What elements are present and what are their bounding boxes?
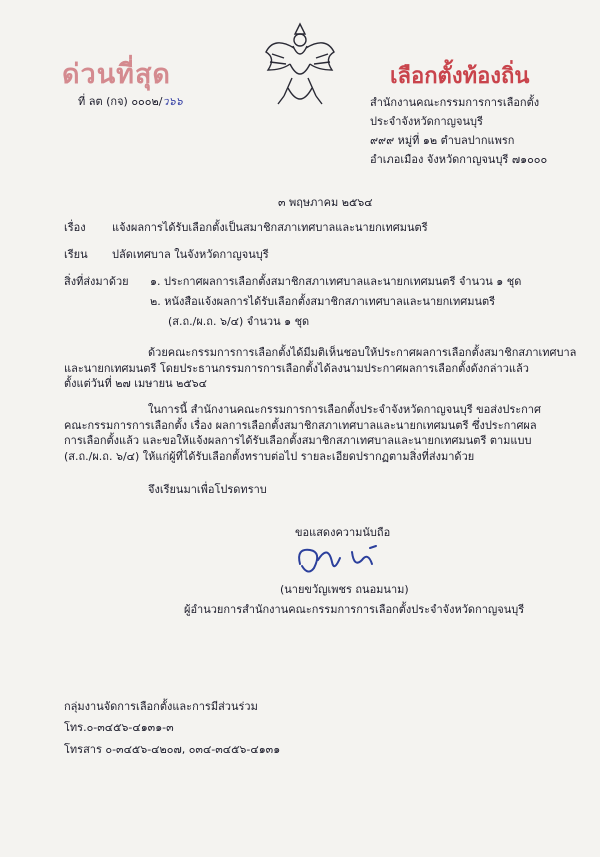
enclosure-item: ๒. หนังสือแจ้งผลการได้รับเลือกตั้งสมาชิกสภาเทศบาลและนายกเทศมนตรี (150, 295, 496, 308)
urgent-stamp: ด่วนที่สุด (62, 59, 171, 90)
contact-phone: โทร.๐-๓๔๕๖-๔๑๓๑-๓ (64, 721, 174, 734)
closing-request: จึงเรียนมาเพื่อโปรดทราบ (148, 483, 267, 496)
paragraph-line: (ส.ถ./ผ.ถ. ๖/๔) ให้แก่ผู้ที่ได้รับเลือกตั้งทราบต่อไป รายละเอียดปรากฏตามสิ่งที่ส่งมาด้วย (64, 449, 475, 463)
paragraph-line: และนายกเทศมนตรี โดยประธานกรรมการการเลือกตั้งได้ลงนามประกาศผลการเลือกตั้งดังกล่าวแล้ว (64, 361, 529, 375)
document-number-handwritten: ว๖๖ (162, 95, 183, 108)
recipient-label: เรียน (64, 248, 88, 261)
sender-address-line: ๙๙๙ หมู่ที่ ๑๒ ตำบลปากแพรก (370, 134, 515, 147)
recipient-text: ปลัดเทศบาล ในจังหวัดกาญจนบุรี (112, 248, 269, 261)
contact-fax: โทรสาร ๐-๓๔๕๖-๔๒๐๗, ๐๓๔-๓๔๕๖-๔๑๓๑ (64, 743, 281, 756)
enclosure-item: ๑. ประกาศผลการเลือกตั้งสมาชิกสภาเทศบาลและนายกเทศมนตรี จำนวน ๑ ชุด (150, 275, 522, 288)
closing-phrase: ขอแสดงความนับถือ (295, 526, 391, 539)
sender-address-line: ประจำจังหวัดกาญจนบุรี (370, 115, 483, 128)
body-paragraph-1 (64, 345, 577, 392)
subject-text: แจ้งผลการได้รับเลือกตั้งเป็นสมาชิกสภาเทศบาลและนายกเทศมนตรี (112, 221, 428, 234)
sender-address-line: อำเภอเมือง จังหวัดกาญจนบุรี ๗๑๐๐๐ (370, 153, 548, 166)
sender-address-line: สำนักงานคณะกรรมการการเลือกตั้ง (370, 96, 540, 109)
letter-date: ๓ พฤษภาคม ๒๕๖๔ (278, 196, 373, 209)
local-election-stamp: เลือกตั้งท้องถิ่น (390, 64, 530, 89)
paragraph-line: การเลือกตั้งแล้ว และขอให้แจ้งผลการได้รับเลือกตั้งสมาชิกสภาเทศบาลและนายกเทศมนตรี ตามแบบ (64, 434, 532, 448)
enclosure-item-continued: (ส.ถ./ผ.ถ. ๖/๔) จำนวน ๑ ชุด (168, 315, 310, 328)
paragraph-line: คณะกรรมการการเลือกตั้ง เรื่อง ผลการเลือกตั้งสมาชิกสภาเทศบาลและนายกเทศมนตรี ซึ่งประกาศผล (64, 418, 537, 432)
document-number (78, 92, 183, 110)
signature-icon (292, 538, 412, 578)
enclosures-label: สิ่งที่ส่งมาด้วย (64, 275, 129, 288)
garuda-emblem-icon (262, 18, 338, 118)
signer-position: ผู้อำนวยการสำนักงานคณะกรรมการการเลือกตั้งประจำจังหวัดกาญจนบุรี (184, 603, 525, 616)
signer-name: (นายขวัญเพชร ถนอมนาม) (280, 583, 409, 596)
subject-label: เรื่อง (64, 221, 86, 234)
document-number-prefix: ที่ ลต (กจ) ๐๐๐๒/ (78, 95, 163, 108)
paragraph-line: ด้วยคณะกรรมการการเลือกตั้งได้มีมติเห็นชอบให้ประกาศผลการเลือกตั้งสมาชิกสภาเทศบาล (148, 346, 577, 359)
paragraph-line: ตั้งแต่วันที่ ๒๗ เมษายน ๒๕๖๔ (64, 377, 207, 391)
paragraph-line: ในการนี้ สำนักงานคณะกรรมการการเลือกตั้งประจำจังหวัดกาญจนบุรี ขอส่งประกาศ (148, 403, 541, 416)
body-paragraph-2 (64, 402, 554, 464)
contact-unit: กลุ่มงานจัดการเลือกตั้งและการมีส่วนร่วม (64, 700, 258, 713)
